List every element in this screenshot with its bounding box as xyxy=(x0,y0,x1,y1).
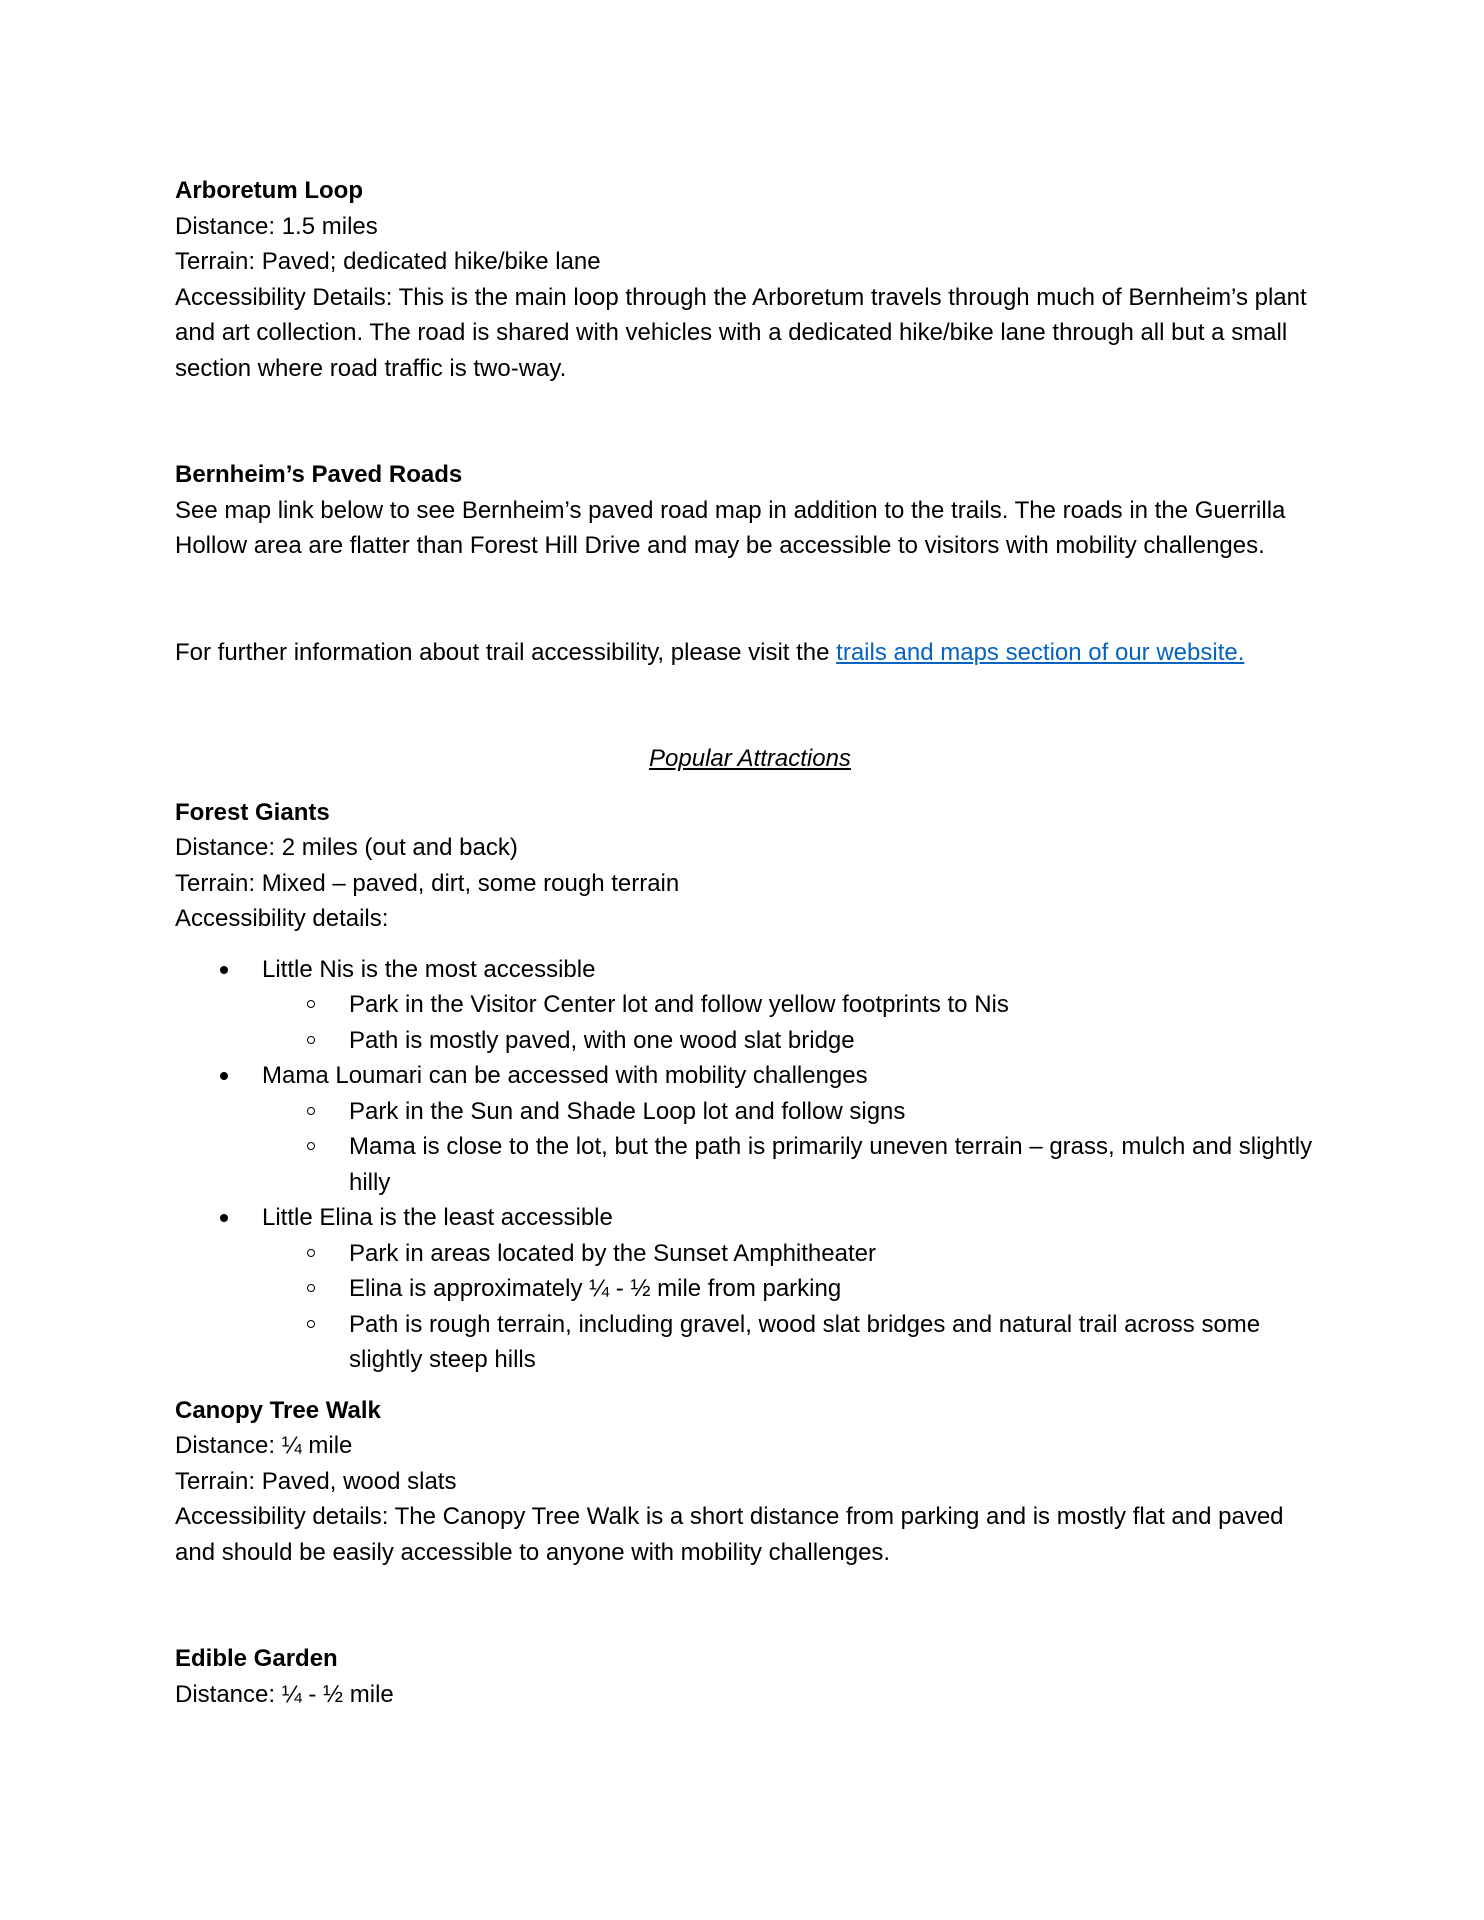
document-body xyxy=(175,173,1325,1712)
arboretum-loop-terrain: Terrain: Paved; dedicated hike/bike lane xyxy=(175,248,601,275)
sub-list xyxy=(262,987,1325,1058)
forest-giants-distance: Distance: 2 miles (out and back) xyxy=(175,834,518,861)
sub-list-item-text: Elina is approximately ¼ - ½ mile from parking xyxy=(349,1275,842,1302)
spacer xyxy=(175,386,1325,457)
arboretum-loop-title: Arboretum Loop xyxy=(175,177,363,204)
sub-list-item-text: Park in the Visitor Center lot and follow yellow footprints to Nis xyxy=(349,991,1009,1018)
sub-list-item-text: Park in the Sun and Shade Loop lot and follow signs xyxy=(349,1097,906,1125)
sub-list-item-text: Path is mostly paved, with one wood slat bridge xyxy=(349,1026,855,1054)
spacer xyxy=(175,670,1325,741)
list-item xyxy=(175,1058,1325,1200)
spacer xyxy=(175,564,1325,635)
hollow-bullet-icon xyxy=(307,1107,315,1115)
forest-giants-terrain: Terrain: Mixed – paved, dirt, some rough terrain xyxy=(175,869,680,897)
arboretum-loop-distance: Distance: 1.5 miles xyxy=(175,212,378,240)
bullet-icon xyxy=(220,966,228,974)
sub-list-item xyxy=(262,1271,1325,1307)
paved-roads-title: Bernheim’s Paved Roads xyxy=(175,461,463,488)
hollow-bullet-icon xyxy=(307,1036,315,1044)
sub-list-item-text: Mama is close to the lot, but the path is primarily uneven terrain – grass, mulch and slightly hilly xyxy=(349,1133,1313,1196)
canopy-tree-walk-title: Canopy Tree Walk xyxy=(175,1396,381,1424)
edible-garden-title: Edible Garden xyxy=(175,1645,338,1672)
list-item xyxy=(175,952,1325,1059)
forest-giants-list xyxy=(175,952,1325,1378)
sub-list-item-text: Park in areas located by the Sunset Amphitheater xyxy=(349,1239,876,1267)
sub-list-item xyxy=(262,1023,1325,1059)
list-item-text: Mama Loumari can be accessed with mobility challenges xyxy=(262,1062,868,1089)
spacer xyxy=(175,1570,1325,1641)
further-info-paragraph xyxy=(175,635,1325,671)
forest-giants-title: Forest Giants xyxy=(175,798,330,826)
hollow-bullet-icon xyxy=(307,1320,315,1328)
bullet-icon xyxy=(220,1214,228,1222)
edible-garden-distance: Distance: ¼ - ½ mile xyxy=(175,1680,394,1708)
sub-list-item xyxy=(262,1307,1325,1378)
hollow-bullet-icon xyxy=(307,1249,315,1257)
further-info-text: For further information about trail accessibility, please visit the xyxy=(175,638,837,666)
sub-list xyxy=(262,1236,1325,1378)
sub-list xyxy=(262,1094,1325,1201)
popular-attractions-heading: Popular Attractions xyxy=(649,745,851,772)
sub-list-item xyxy=(262,1094,1325,1130)
list-item-text: Little Elina is the least accessible xyxy=(262,1204,613,1231)
sub-list-item xyxy=(262,1236,1325,1272)
forest-giants-details-label: Accessibility details: xyxy=(175,905,389,932)
list-item xyxy=(175,1200,1325,1378)
canopy-tree-walk-terrain: Terrain: Paved, wood slats xyxy=(175,1467,457,1495)
sub-list-item-text: Path is rough terrain, including gravel, wood slat bridges and natural trail across some slightly steep hills xyxy=(349,1310,1261,1373)
paved-roads-text: See map link below to see Bernheim’s paved road map in addition to the trails. The roads in the Guerrilla Hollow area are flatter than Forest Hill Drive and may be accessible to visitors with mobility challenges. xyxy=(175,496,1286,559)
list-item-text: Little Nis is the most accessible xyxy=(262,955,596,983)
hollow-bullet-icon xyxy=(307,1284,315,1292)
hollow-bullet-icon xyxy=(307,1142,315,1150)
sub-list-item xyxy=(262,987,1325,1023)
canopy-tree-walk-details: Accessibility details: The Canopy Tree Walk is a short distance from parking and is mostly flat and paved and should be easily accessible to anyone with mobility challenges. xyxy=(175,1503,1284,1566)
sub-list-item xyxy=(262,1129,1325,1200)
canopy-tree-walk-distance: Distance: ¼ mile xyxy=(175,1432,353,1459)
bullet-icon xyxy=(220,1072,228,1080)
trails-and-maps-link[interactable]: trails and maps section of our website. xyxy=(836,638,1245,666)
hollow-bullet-icon xyxy=(307,1000,315,1008)
arboretum-loop-details: Accessibility Details: This is the main loop through the Arboretum travels through much of Bernheim’s plant and art collection. The road is shared with vehicles with a dedicated hike/bike lane through all but a small section where road traffic is two-way. xyxy=(175,283,1307,382)
